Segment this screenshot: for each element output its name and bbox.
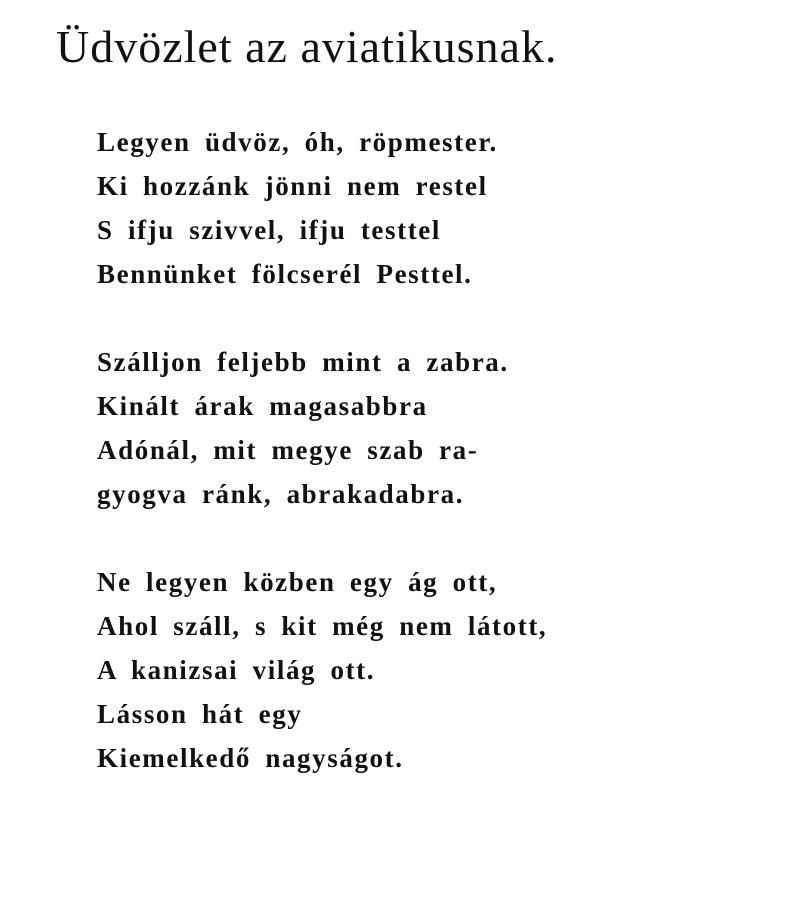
poem-line: Kiemelkedő nagyságot.	[97, 743, 404, 773]
poem-line: S ifju szivvel, ifju testtel	[97, 215, 441, 245]
poem-line: Adónál, mit megye szab ra-	[97, 435, 479, 465]
poem-line: Szálljon feljebb mint a zabra.	[97, 347, 509, 377]
poem-line: Ki hozzánk jönni nem restel	[97, 171, 488, 201]
poem-line: A kanizsai világ ott.	[97, 655, 376, 685]
poem-title: Üdvözlet az aviatikusnak.	[56, 21, 558, 72]
stanza-2	[97, 340, 547, 516]
poem-line: Bennünket fölcserél Pesttel.	[97, 259, 473, 289]
poem-body	[97, 120, 547, 824]
poem-line: gyogva ránk, abrakadabra.	[97, 479, 465, 509]
stanza-3	[97, 560, 547, 780]
poem-line: Kinált árak magasabbra	[97, 391, 428, 421]
poem-line: Ahol száll, s kit még nem látott,	[97, 611, 548, 641]
poem-line: Legyen üdvöz, óh, röpmester.	[97, 127, 498, 157]
poem-line: Ne legyen közben egy ág ott,	[97, 567, 498, 597]
stanza-1	[97, 120, 547, 296]
poem-line: Lásson hát egy	[97, 699, 303, 729]
